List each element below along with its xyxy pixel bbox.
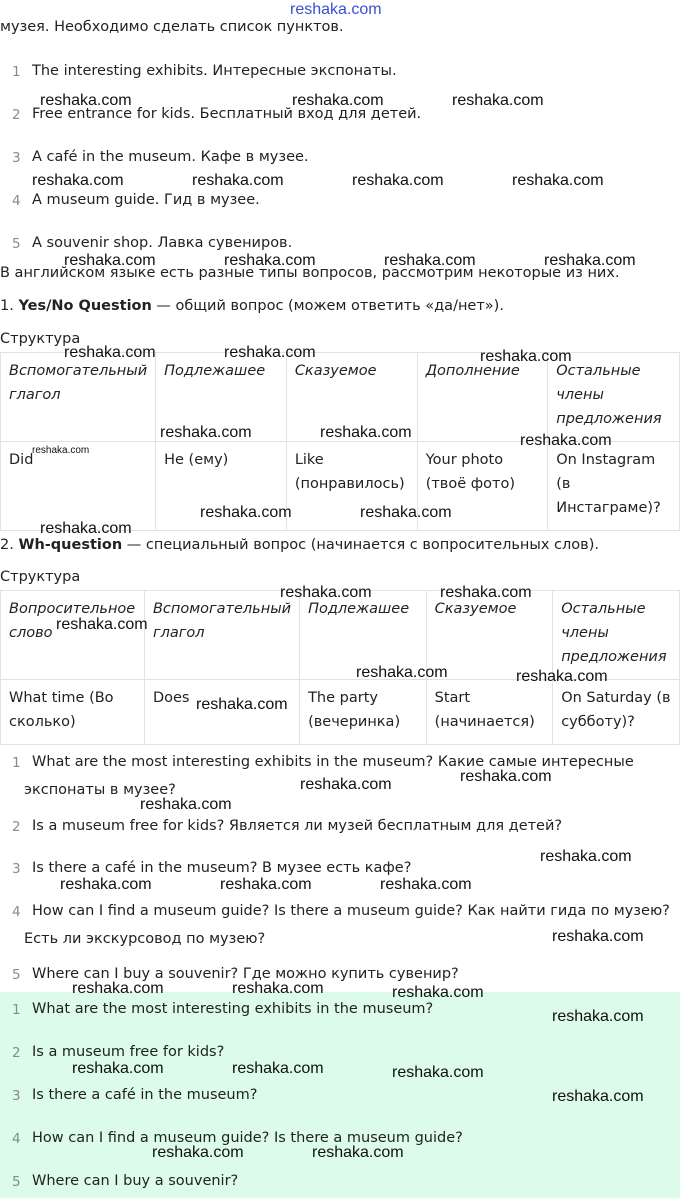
watermark: reshaka.com [60,876,152,893]
watermark: reshaka.com [40,92,132,109]
watermark: reshaka.com [232,980,324,997]
watermark: reshaka.com [220,876,312,893]
table-header-row [1,591,680,680]
section-title: Yes/No Question [18,298,152,314]
list-number: 3 [12,150,21,166]
table-row [1,442,680,531]
watermark: reshaka.com [352,172,444,189]
watermark: reshaka.com [72,1060,164,1077]
list-item-text: Free entrance for kids. Бесплатный вход для детей. [32,106,422,122]
section-number: 1. [0,298,14,314]
watermark: reshaka.com [380,876,472,893]
table-row [1,680,680,745]
table-header-cell: Вопросительное слово [1,591,145,680]
watermark: reshaka.com [64,344,156,361]
list-item-text: Where can I buy a souvenir? Где можно купить сувенир? [32,966,459,982]
watermark: reshaka.com [140,796,232,813]
watermark: reshaka.com [312,1144,404,1161]
watermark: reshaka.com [192,172,284,189]
table-cell: On Instagram (в Инстаграме)? [548,442,680,531]
watermark: reshaka.com [520,432,612,449]
structure-label: Структура [0,331,81,347]
list-item-text: A museum guide. Гид в музее. [32,192,260,208]
answer-text: What are the most interesting exhibits in the museum? [32,1001,434,1017]
table-header-cell: Сказуемое [286,353,417,442]
list-number: 5 [12,236,21,252]
watermark: reshaka.com [32,445,90,456]
watermark: reshaka.com [544,252,636,269]
list-number: 5 [12,967,21,983]
watermark: reshaka.com [452,92,544,109]
watermark: reshaka.com [440,584,532,601]
watermark: reshaka.com [480,348,572,365]
list-item-text: A café in the museum. Кафе в музее. [32,149,309,165]
table-header-cell: Дополнение [417,353,548,442]
watermark: reshaka.com [384,252,476,269]
table-cell: Did [1,442,156,531]
table-header-cell: Вспомогательный глагол [144,591,299,680]
list-item-text-continued: Есть ли экскурсовод по музею? [24,931,266,947]
list-number: 1 [12,755,21,771]
section-heading-wh [0,537,599,553]
list-number: 1 [12,1002,21,1018]
watermark: reshaka.com [392,984,484,1001]
table-cell: On Saturday (в субботу)? [553,680,680,745]
list-item-text: How can I find a museum guide? Is there a museum guide? Как найти гида по музею? [32,903,670,919]
watermark: reshaka.com [152,1144,244,1161]
list-item-text-continued: экспонаты в музее? [24,782,176,798]
watermark: reshaka.com [540,848,632,865]
list-number: 5 [12,1174,21,1190]
table-cell: Your photo (твоё фото) [417,442,548,531]
watermark: reshaka.com [32,172,124,189]
watermark: reshaka.com [224,252,316,269]
section-number: 2. [0,537,14,553]
section-description: — специальный вопрос (начинается с вопросительных слов). [122,537,599,553]
watermark: reshaka.com [64,252,156,269]
answer-text: Is there a café in the museum? [32,1087,258,1103]
watermark: reshaka.com [392,1064,484,1081]
watermark: reshaka.com [224,344,316,361]
answer-text: Where can I buy a souvenir? [32,1173,239,1189]
table-cell: Start (начинается) [426,680,553,745]
list-number: 2 [12,1045,21,1061]
table-header-cell: Сказуемое [426,591,553,680]
section-description: — общий вопрос (можем ответить «да/нет»). [151,298,504,314]
watermark: reshaka.com [300,776,392,793]
list-number: 4 [12,1131,21,1147]
watermark: reshaka.com [460,768,552,785]
answer-text: How can I find a museum guide? Is there a museum guide? [32,1130,463,1146]
watermark: reshaka.com [72,980,164,997]
table-header-cell: Подлежашее [300,591,427,680]
table-cell: The party (вечеринка) [300,680,427,745]
watermark: reshaka.com [552,928,644,945]
watermark: reshaka.com [200,504,292,521]
types-paragraph: В английском языке есть разные типы вопросов, рассмотрим некоторые из них. [0,265,620,281]
watermark: reshaka.com [196,696,288,713]
table-cell: Does [144,680,299,745]
site-watermark-header[interactable]: reshaka.com [290,1,382,18]
watermark: reshaka.com [552,1008,644,1025]
watermark: reshaka.com [512,172,604,189]
table-cell: Не (ему) [156,442,287,531]
list-number: 3 [12,1088,21,1104]
watermark: reshaka.com [280,584,372,601]
table-header-cell: Остальные члены предложения [553,591,680,680]
list-number: 2 [12,819,21,835]
table-header-cell: Вспомогательный глагол [1,353,156,442]
list-item-text: Is a museum free for kids? Является ли музей бесплатным для детей? [32,818,563,834]
watermark: reshaka.com [360,504,452,521]
answer-text: Is a museum free for kids? [32,1044,225,1060]
list-number: 4 [12,904,21,920]
watermark: reshaka.com [552,1088,644,1105]
list-number: 4 [12,193,21,209]
list-number: 1 [12,64,21,80]
watermark: reshaka.com [516,668,608,685]
watermark: reshaka.com [232,1060,324,1077]
list-number: 2 [12,107,21,123]
watermark: reshaka.com [320,424,412,441]
watermark: reshaka.com [356,664,448,681]
watermark: reshaka.com [40,520,132,537]
table-cell: What time (Во сколько) [1,680,145,745]
section-heading-yes-no [0,298,504,314]
watermark: reshaka.com [292,92,384,109]
list-item-text: A souvenir shop. Лавка сувениров. [32,235,293,251]
table-header-cell: Остальные члены предложения [548,353,680,442]
list-item-text: Is there a café in the museum? В музее есть кафе? [32,860,412,876]
structure-label: Структура [0,569,81,585]
section-title: Wh-question [18,537,123,553]
list-item-text: What are the most interesting exhibits in the museum? Какие самые интересные [32,754,634,770]
list-item-text: The interesting exhibits. Интересные экспонаты. [32,63,397,79]
intro-text: музея. Необходимо сделать список пунктов. [0,19,344,35]
watermark: reshaka.com [56,616,148,633]
table-cell: Like (понравилось) [286,442,417,531]
watermark: reshaka.com [160,424,252,441]
list-number: 3 [12,861,21,877]
table-header-cell: Подлежашее [156,353,287,442]
